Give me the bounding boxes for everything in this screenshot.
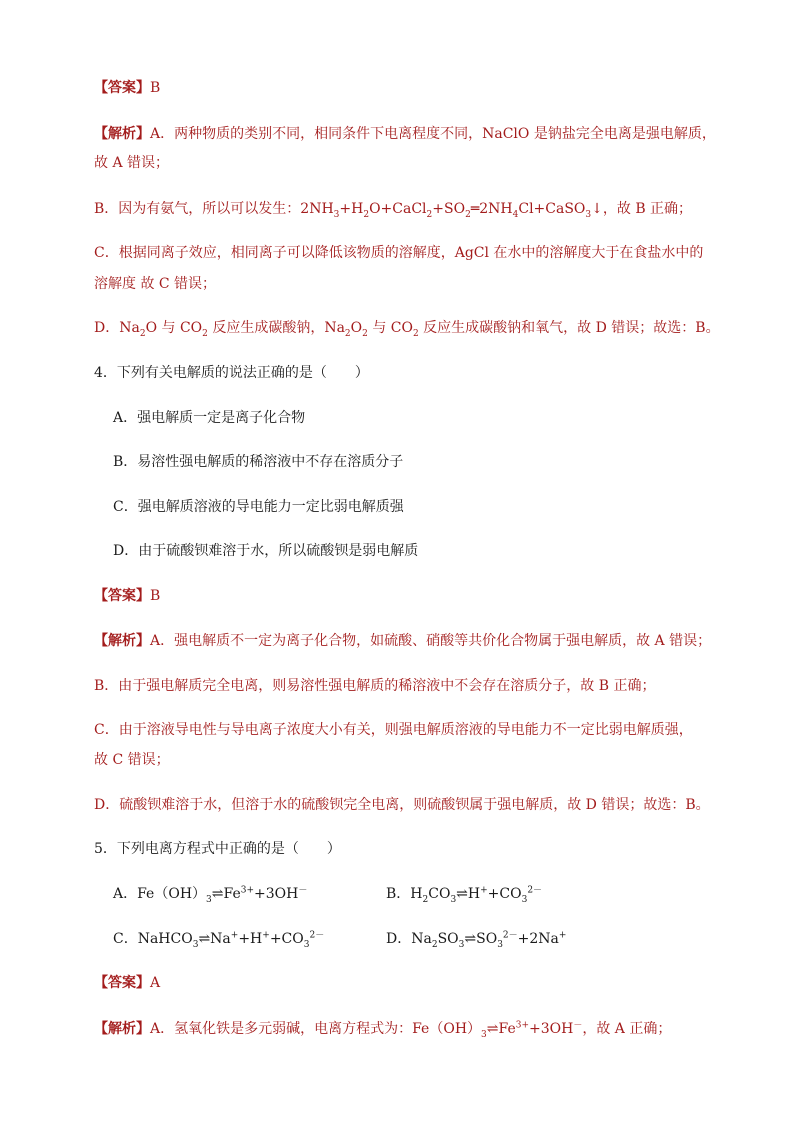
q4-analysis-c-line1: C．由于溶液导电性与导电离子浓度大小有关，则强电解质溶液的导电能力不一定比弱电解质强，: [94, 722, 693, 738]
q4-option-a: A．强电解质一定是离子化合物: [113, 410, 306, 426]
answer-tag: 【答案】: [94, 588, 150, 604]
answer-value: B: [150, 588, 161, 604]
q4-analysis-c-line2: 故 C 错误；: [94, 752, 170, 768]
answer-value: B: [150, 80, 161, 96]
q4-option-b: B．易溶性强电解质的稀溶液中不存在溶质分子: [113, 454, 404, 470]
q5-option-a: A．$Fe(OH)_3\rightleftharpoons Fe^{3+}+3OH^-$: [113, 885, 308, 905]
q4-analysis-d: D．硫酸钡难溶于水，但溶于水的硫酸钡完全电离，则硫酸钡属于强电解质，故 D 错误；故选：B。: [94, 797, 710, 813]
q5-option-c: C．$NaHCO_3\rightleftharpoons Na^++H^++CO_3^{2-}$: [113, 930, 325, 950]
q5-stem: 5．下列电离方程式中正确的是（ ）: [94, 841, 341, 857]
q3-analysis-a-line2: 故 A 错误；: [94, 155, 170, 171]
q3-analysis-b: B．因为有氨气，所以可以发生：$2NH_3+H_2O+CaCl_2+SO_2═2NH_4Cl+CaSO_3↓$，故 B 正确；: [94, 201, 693, 220]
analysis-text: A．氢氧化铁是多元弱碱，电离方程式为：$Fe(OH)_3\rightleftharpoons Fe^{3+}+3OH^-$，故 A 正确；: [150, 1020, 672, 1040]
answer-tag: 【答案】: [94, 80, 150, 96]
q4-analysis-a: [94, 631, 711, 651]
answer-tag: 【答案】: [94, 975, 150, 991]
q4-option-d: D．由于硫酸钡难溶于水，所以硫酸钡是弱电解质: [113, 543, 419, 559]
q3-analysis-c-line1: C．根据同离子效应，相同离子可以降低该物质的溶解度，AgCl 在水中的溶解度大于在食盐水中的: [94, 245, 704, 261]
q3-analysis-d: D．$Na_2O$ 与 $CO_2$ 反应生成碳酸钠，$Na_2O_2$ 与 $CO_2$ 反应生成碳酸钠和氧气，故 D 错误；故选：B。: [94, 320, 720, 339]
analysis-text: A．强电解质不一定为离子化合物，如硫酸、硝酸等共价化合物属于强电解质，故 A 错误；: [150, 633, 712, 649]
answer-value: A: [150, 975, 161, 991]
q3-analysis-a-line1: [94, 124, 716, 144]
q5-option-d: D．$Na_2SO_3\rightleftharpoons SO_3^{2-}+2Na^+$: [386, 930, 567, 950]
q4-analysis-b: B．由于强电解质完全电离，则易溶性强电解质的稀溶液中不会存在溶质分子，故 B 正确；: [94, 678, 656, 694]
q3-answer: [94, 78, 160, 98]
q5-option-b: B．$H_2CO_3\rightleftharpoons H^++CO_3^{2-}$: [386, 885, 543, 905]
analysis-text: A．两种物质的类别不同，相同条件下电离程度不同，NaClO 是钠盐完全电离是强电解质，: [150, 126, 716, 142]
q4-answer: [94, 586, 160, 606]
analysis-tag: 【解析】: [94, 633, 150, 649]
q4-option-c: C．强电解质溶液的导电能力一定比弱电解质强: [113, 499, 404, 515]
q5-analysis-a: [94, 1019, 671, 1039]
analysis-tag: 【解析】: [94, 1021, 150, 1037]
q3-analysis-c-line2: 溶解度 故 C 错误；: [94, 276, 217, 292]
q4-stem: 4．下列有关电解质的说法正确的是（ ）: [94, 365, 369, 381]
q5-answer: [94, 973, 160, 993]
analysis-tag: 【解析】: [94, 126, 150, 142]
